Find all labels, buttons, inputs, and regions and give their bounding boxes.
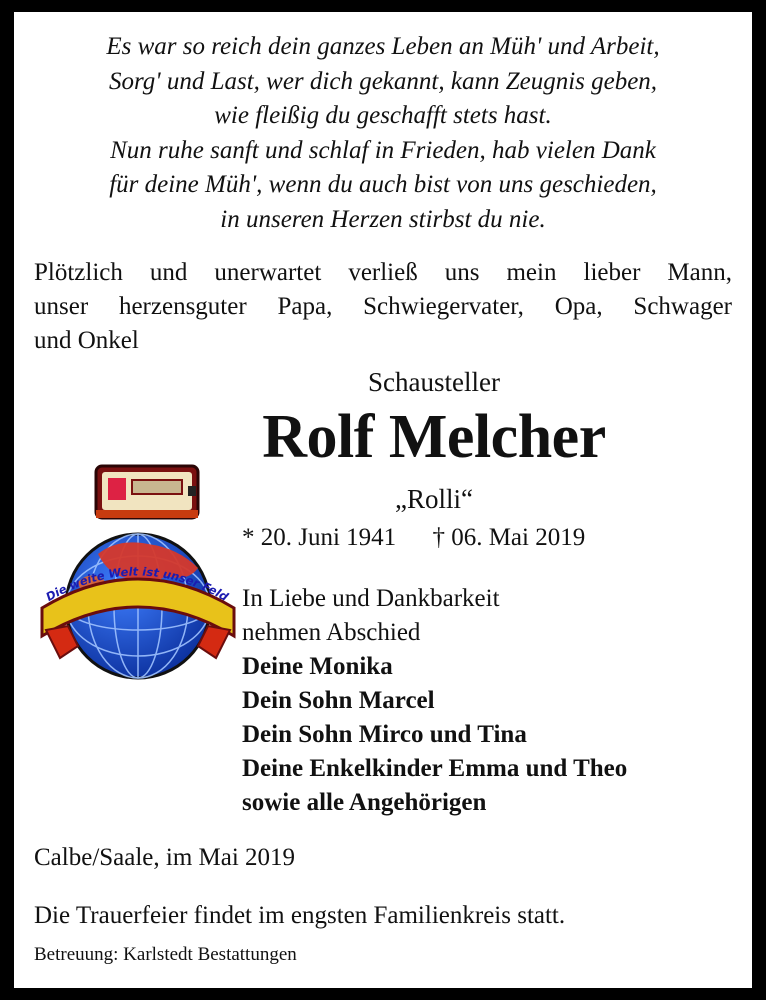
poem-line: für deine Müh', wenn du auch bist von uns geschieden, xyxy=(109,171,657,198)
funeral-note: Die Trauerfeier findet im engsten Familienkreis statt. xyxy=(34,902,566,929)
mourner-name: Dein Sohn Mirco und Tina xyxy=(242,721,527,748)
obituary-card xyxy=(14,12,752,988)
announcement-line: und Onkel xyxy=(34,327,139,354)
birth-date: * 20. Juni 1941 xyxy=(242,524,397,551)
life-dates xyxy=(242,524,585,552)
showman-globe-logo-icon xyxy=(38,458,238,682)
mourner-name: Dein Sohn Marcel xyxy=(242,687,435,714)
farewell-line: nehmen Abschied xyxy=(242,619,421,646)
deceased-name: Rolf Melcher xyxy=(262,403,606,471)
announcement-line: unser herzensguter Papa, Schwiegervater, Opa, Schwager xyxy=(34,293,732,320)
place-and-date: Calbe/Saale, im Mai 2019 xyxy=(34,844,296,871)
announcement-text xyxy=(34,256,732,358)
farewell-line: In Liebe und Dankbarkeit xyxy=(242,585,500,612)
poem-line: Sorg' und Last, wer dich gekannt, kann Zeugnis geben, xyxy=(108,67,658,95)
nickname: „Rolli“ xyxy=(395,484,473,514)
mourners-block xyxy=(242,582,627,820)
memorial-poem xyxy=(14,30,752,237)
poem-line: wie fleißig du geschafft stets hast. xyxy=(214,102,552,129)
announcement-line: Plötzlich und unerwartet verließ uns mein lieber Mann, xyxy=(34,259,732,286)
caravan-icon xyxy=(96,466,198,518)
undertaker-credit: Betreuung: Karlstedt Bestattungen xyxy=(34,944,297,965)
mourner-name: sowie alle Angehörigen xyxy=(242,789,487,816)
poem-line: Es war so reich dein ganzes Leben an Müh' und Arbeit, xyxy=(106,33,660,60)
mourner-name: Deine Monika xyxy=(242,653,393,680)
profession: Schausteller xyxy=(368,367,500,397)
logo-banner-text: Die weite Welt ist unser Feld xyxy=(43,564,231,604)
mourner-name: Deine Enkelkinder Emma und Theo xyxy=(242,755,628,782)
poem-line: in unseren Herzen stirbst du nie. xyxy=(220,205,546,233)
death-date: † 06. Mai 2019 xyxy=(432,524,586,551)
poem-line: Nun ruhe sanft und schlaf in Frieden, hab vielen Dank xyxy=(110,136,656,164)
